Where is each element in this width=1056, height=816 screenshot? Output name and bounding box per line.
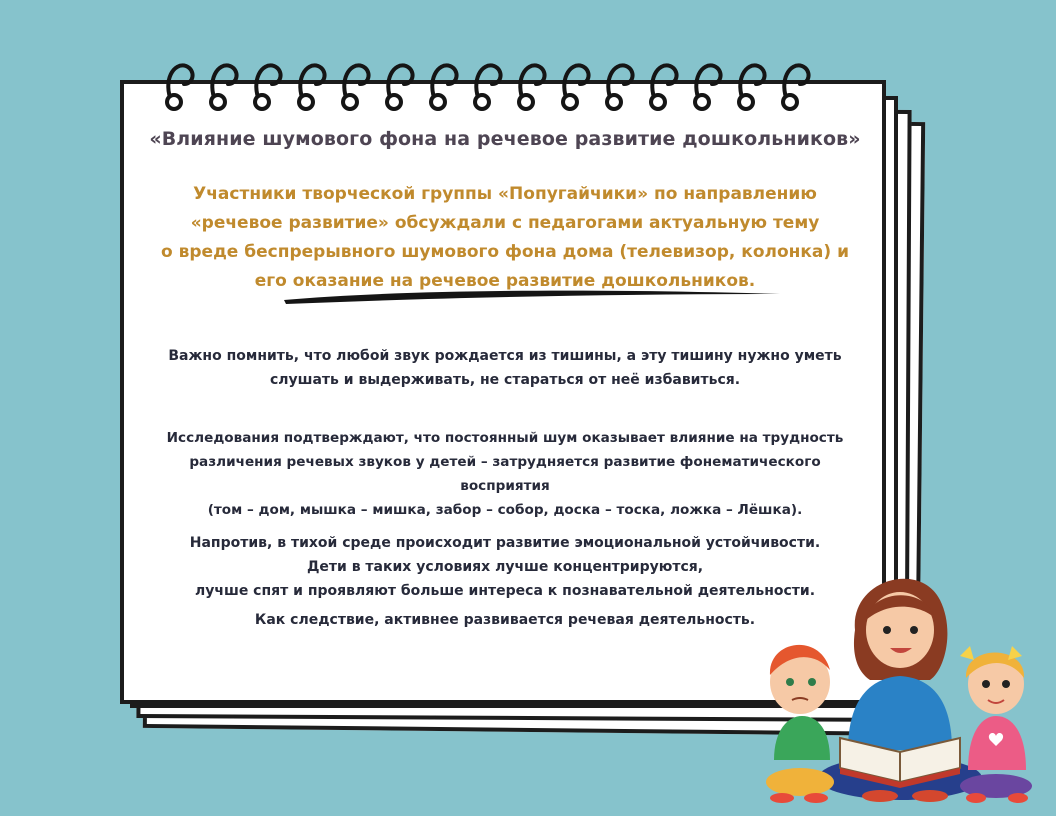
lead-line: о вреде беспрерывного шумового фона дома (телевизор, колонка) и xyxy=(161,242,849,262)
teacher-reading-illustration xyxy=(760,560,1056,816)
binding-hole xyxy=(255,95,269,109)
binding-hole xyxy=(343,95,357,109)
binding-hole xyxy=(563,95,577,109)
binding-hole xyxy=(783,95,797,109)
teacher-icon xyxy=(818,579,982,802)
binding-hole xyxy=(211,95,225,109)
brush-underline xyxy=(280,286,790,310)
lead-paragraph xyxy=(140,180,870,296)
spiral-binding-icon xyxy=(0,0,1056,130)
page-title: «Влияние шумового фона на речевое развитие дошкольников» xyxy=(149,128,861,150)
binding-hole xyxy=(607,95,621,109)
paragraph-research xyxy=(140,426,870,522)
binding-hole xyxy=(167,95,181,109)
binding-hole xyxy=(387,95,401,109)
paragraph-line: Дети в таких условиях лучше концентрируются, xyxy=(306,559,704,575)
boy-icon xyxy=(766,645,834,803)
paragraph-line: Как следствие, активнее развивается речевая деятельность. xyxy=(254,612,756,628)
paragraph-line: Напротив, в тихой среде происходит развитие эмоциональной устойчивости. xyxy=(189,535,821,551)
lead-line: Участники творческой группы «Попугайчики» по направлению xyxy=(193,184,817,204)
paragraph-line: Исследования подтверждают, что постоянный шум оказывает влияние на трудность xyxy=(166,430,844,446)
binding-hole xyxy=(695,95,709,109)
girl-icon xyxy=(960,646,1032,803)
paragraph-line: различения речевых звуков у детей – затрудняется развитие фонематического xyxy=(189,454,821,470)
binding-hole xyxy=(519,95,533,109)
paragraph-line: Важно помнить, что любой звук рождается из тишины, а эту тишину нужно уметь xyxy=(168,348,842,364)
binding-hole xyxy=(475,95,489,109)
binding-hole xyxy=(299,95,313,109)
paragraph-silence xyxy=(140,344,870,392)
paragraph-line: слушать и выдерживать, не стараться от неё избавиться. xyxy=(269,372,741,388)
binding-hole xyxy=(431,95,445,109)
binding-hole xyxy=(651,95,665,109)
lead-line: его оказание на речевое развитие дошкольников. xyxy=(254,271,756,291)
lead-line: «речевое развитие» обсуждали с педагогами актуальную тему xyxy=(190,213,820,233)
paragraph-line: восприятия xyxy=(460,478,550,494)
paragraph-line: лучше спят и проявляют больше интереса к познавательной деятельности. xyxy=(194,583,816,599)
paragraph-line: (том – дом, мышка – мишка, забор – собор, доска – тоска, ложка – Лёшка). xyxy=(207,502,803,518)
binding-hole xyxy=(739,95,753,109)
